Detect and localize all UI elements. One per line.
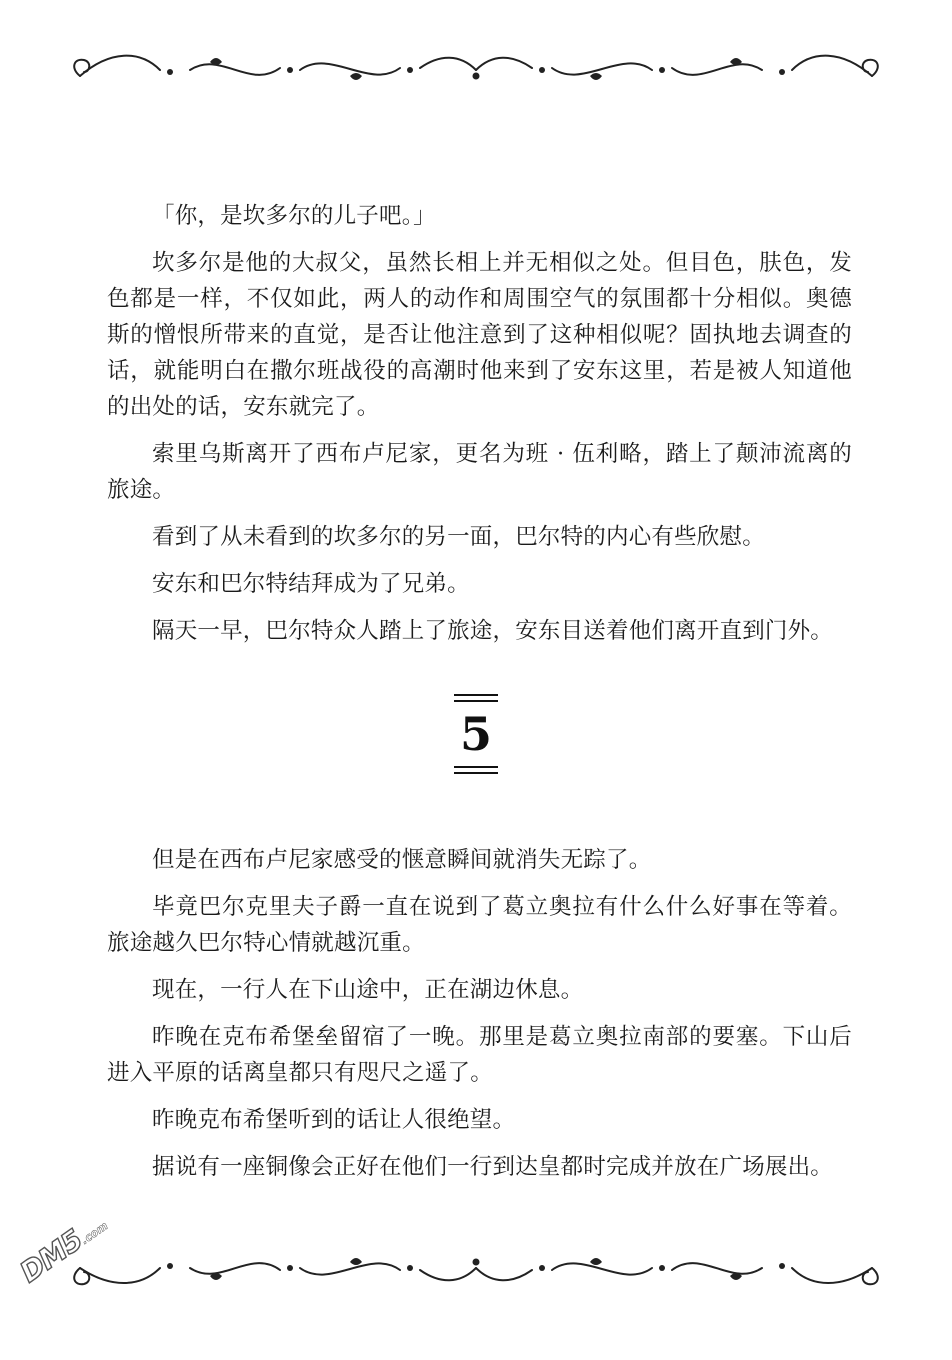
paragraph: 看到了从未看到的坎多尔的另一面，巴尔特的内心有些欣慰。 — [152, 524, 765, 550]
paragraph: 隔天一早，巴尔特众人踏上了旅途，安东目送着他们离开直到门外。 — [152, 618, 834, 644]
watermark-main: DM5 — [14, 1223, 89, 1290]
paragraph: 毕竟巴尔克里夫子爵一直在说到了葛立奥拉有什么什么好事在等着。旅途越久巴尔特心情就越沉重。 — [107, 894, 852, 956]
paragraph: 昨晚在克布希堡垒留宿了一晚。那里是葛立奥拉南部的要塞。下山后进入平原的话离皇都只有咫尺之遥了。 — [107, 1024, 852, 1086]
chapter-heading — [446, 690, 506, 782]
paragraph: 索里乌斯离开了西布卢尼家，更名为班 · 伍利略，踏上了颠沛流离的旅途。 — [107, 441, 852, 503]
paragraph: 坎多尔是他的大叔父，虽然长相上并无相似之处。但目色，肤色，发色都是一样，不仅如此，两人的动作和周围空气的氛围都十分相似。奥德斯的憎恨所带来的直觉，是否让他注意到了这种相似呢？固执地去调查的话，就能明白在撒尔班战役的高潮时他来到了安东这里，若是被人知道他的出处的话，安东就完了。 — [107, 250, 852, 420]
top-flourish-border — [60, 40, 892, 100]
text-section-2 — [107, 842, 852, 1196]
bottom-flourish-border — [60, 1238, 892, 1298]
paragraph: 现在，一行人在下山途中，正在湖边休息。 — [152, 977, 584, 1003]
site-watermark — [14, 1210, 128, 1319]
paragraph: 但是在西布卢尼家感受的惬意瞬间就消失无踪了。 — [152, 847, 652, 873]
chapter-number: 5 — [459, 707, 492, 761]
chapter-rule — [454, 700, 498, 702]
chapter-rule — [454, 694, 498, 696]
paragraph: 据说有一座铜像会正好在他们一行到达皇都时完成并放在广场展出。 — [152, 1154, 834, 1180]
text-section-1 — [107, 198, 852, 660]
paragraph: 昨晚克布希堡听到的话让人很绝望。 — [152, 1107, 516, 1133]
watermark-sub: .com — [78, 1219, 111, 1247]
paragraph: 安东和巴尔特结拜成为了兄弟。 — [152, 571, 470, 597]
paragraph: 「你，是坎多尔的儿子吧。」 — [152, 203, 436, 229]
chapter-rule — [454, 766, 498, 768]
chapter-rule — [454, 772, 498, 774]
